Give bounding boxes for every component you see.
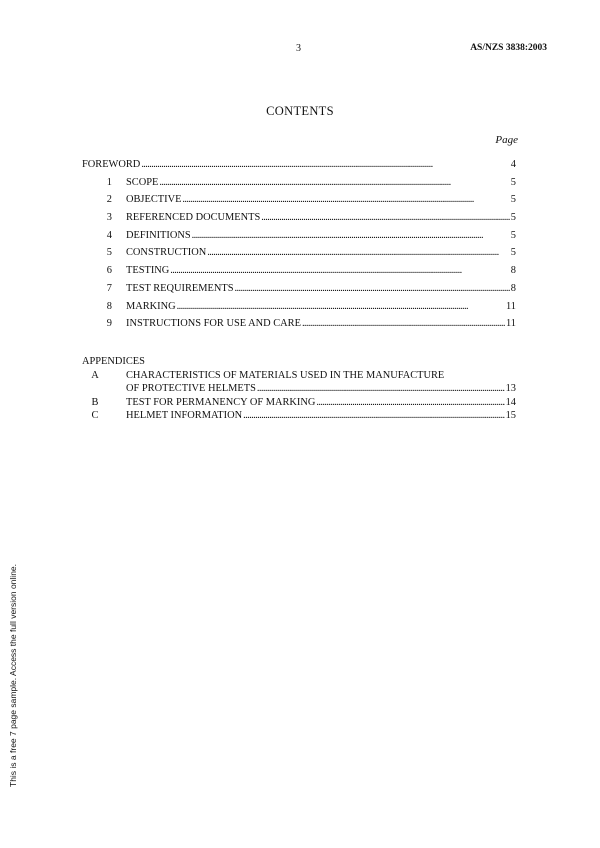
toc-entry-section[interactable] <box>82 318 516 336</box>
page-number: 3 <box>296 43 301 54</box>
toc-entry-section[interactable] <box>82 247 516 265</box>
toc-entry-page: 5 <box>510 229 516 241</box>
toc-entry-label: CHARACTERISTICS OF MATERIALS USED IN THE MANUFACTURE <box>126 370 445 381</box>
toc-entry-page: 5 <box>510 212 516 224</box>
toc-entry-page: 5 <box>510 176 516 188</box>
section-number: 5 <box>106 247 112 259</box>
section-number: 6 <box>106 265 112 277</box>
contents-title: CONTENTS <box>266 104 334 118</box>
toc-entry-section[interactable] <box>82 177 516 195</box>
toc-entry-label: FOREWORD <box>82 159 141 170</box>
toc-entry-label-continued: OF PROTECTIVE HELMETS <box>126 383 256 395</box>
toc-entry-page: 11 <box>505 318 516 330</box>
toc-entry-page: 8 <box>510 282 516 294</box>
toc-entry-section[interactable] <box>82 265 516 283</box>
section-number: 2 <box>106 194 112 206</box>
appendices-heading: APPENDICES <box>82 356 145 367</box>
toc-entry-label: OBJECTIVE <box>126 194 182 206</box>
sample-notice: This is a free 7 page sample. Access the full version online. <box>8 563 18 787</box>
dot-leader <box>192 230 510 241</box>
section-number: 7 <box>106 282 112 294</box>
dot-leader <box>170 265 510 276</box>
toc-entry-appendix[interactable] <box>82 410 516 423</box>
toc-entry-page: 11 <box>505 300 516 312</box>
section-number: 1 <box>106 176 112 188</box>
section-number: 4 <box>106 229 112 241</box>
dot-leader <box>302 318 505 329</box>
table-of-contents <box>82 159 516 336</box>
toc-entry-label: REFERENCED DOCUMENTS <box>126 212 261 224</box>
toc-entry-appendix[interactable] <box>82 397 516 410</box>
dot-leader <box>182 194 509 205</box>
toc-entry-label: TESTING <box>126 265 170 277</box>
toc-entry-page: 5 <box>510 247 516 259</box>
dot-leader <box>261 212 510 223</box>
toc-entry-section[interactable] <box>82 283 516 301</box>
dot-leader <box>316 397 504 408</box>
appendix-letter: A <box>91 370 99 381</box>
dot-leader <box>257 383 505 394</box>
section-number: 3 <box>106 212 112 224</box>
toc-entry-label: TEST FOR PERMANENCY OF MARKING <box>126 396 316 408</box>
toc-entry-page: 13 <box>505 383 516 395</box>
toc-entry-label: CONSTRUCTION <box>126 247 207 259</box>
appendices-list <box>82 356 516 424</box>
toc-entry-section[interactable] <box>82 230 516 248</box>
toc-entry-page: 5 <box>510 194 516 206</box>
toc-entry-label: TEST REQUIREMENTS <box>126 282 234 294</box>
toc-entry-page: 15 <box>505 410 516 422</box>
toc-entry-section[interactable] <box>82 194 516 212</box>
dot-leader <box>243 410 504 421</box>
page-column-label: Page <box>495 134 518 146</box>
toc-entry-page: 8 <box>510 265 516 277</box>
section-number: 9 <box>106 318 112 330</box>
toc-entry-label: INSTRUCTIONS FOR USE AND CARE <box>126 318 301 330</box>
dot-leader <box>159 177 509 188</box>
document-id: AS/NZS 3838:2003 <box>470 43 547 53</box>
toc-entry-label: DEFINITIONS <box>126 229 191 241</box>
toc-entry-section[interactable] <box>82 301 516 319</box>
toc-entry-label: SCOPE <box>126 176 159 188</box>
section-number: 8 <box>106 300 112 312</box>
dot-leader <box>177 301 505 312</box>
toc-entry-label: HELMET INFORMATION <box>126 410 243 422</box>
appendix-letter: B <box>91 396 99 408</box>
toc-entry-section[interactable] <box>82 212 516 230</box>
dot-leader <box>234 283 509 294</box>
dot-leader <box>141 159 509 170</box>
appendix-letter: C <box>91 410 99 422</box>
toc-entry-foreword[interactable] <box>82 159 516 177</box>
dot-leader <box>207 247 510 258</box>
toc-entry-page: 14 <box>505 396 516 408</box>
toc-entry-page: 4 <box>510 159 516 170</box>
toc-entry-label: MARKING <box>126 300 176 312</box>
toc-entry-appendix[interactable] <box>82 370 516 397</box>
